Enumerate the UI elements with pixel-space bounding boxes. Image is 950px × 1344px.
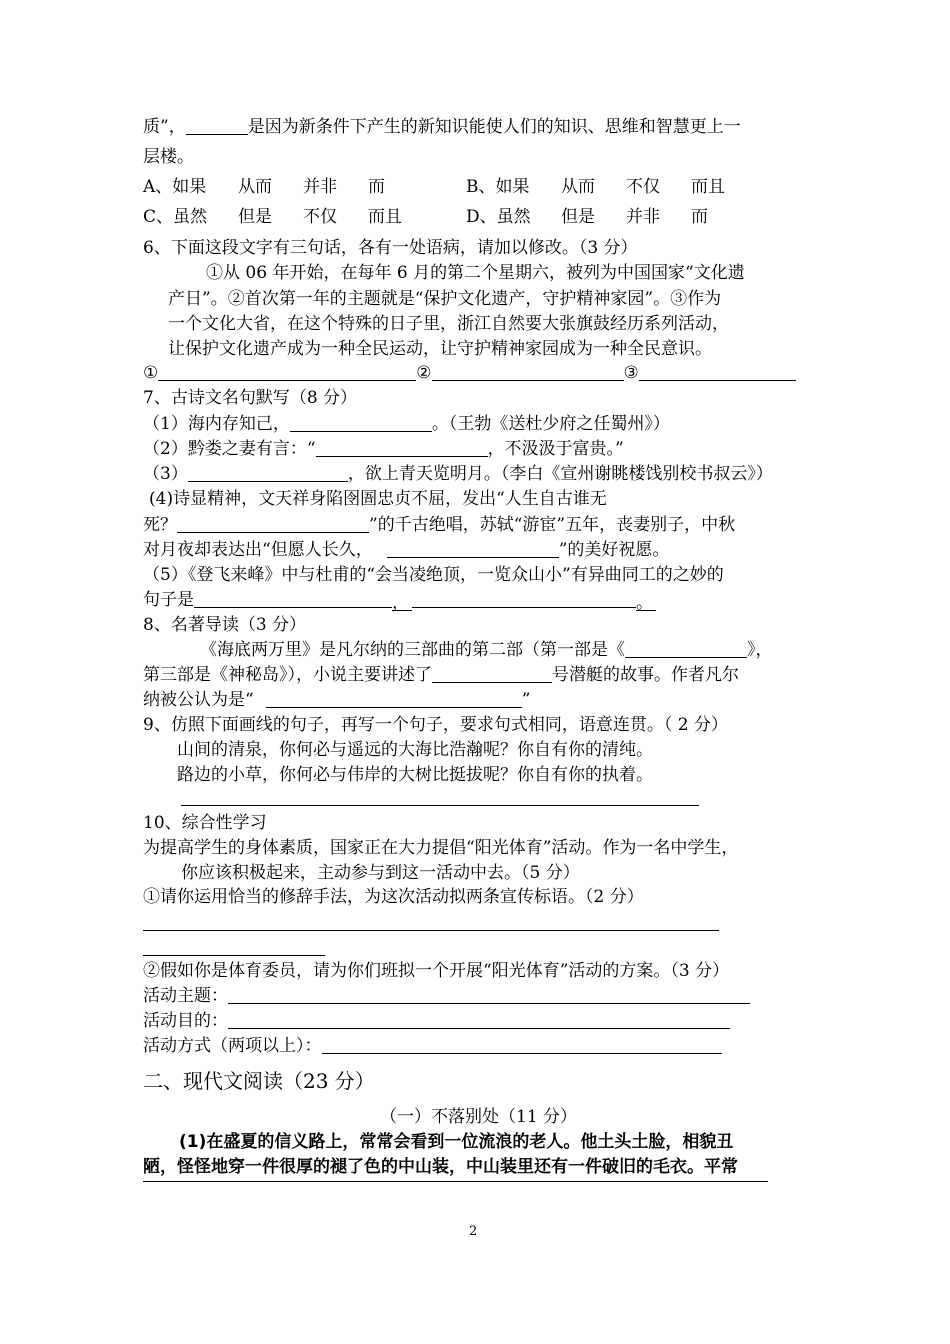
q7-item3 xyxy=(143,463,773,485)
q7-item5-comma: ， xyxy=(392,593,409,613)
q10-field-purpose xyxy=(143,1010,730,1032)
q6-text-line1: ①从 06 年开始，在每年 6 月的第二个星期六，被列为中国国家“文化遗 xyxy=(206,263,745,283)
q9-example2: 路边的小草，你何必与伟岸的大树比挺拔呢？你自有你的执着。 xyxy=(177,765,653,785)
q8-line3 xyxy=(143,689,530,711)
option-d-w3: 并非 xyxy=(626,207,660,227)
q6-text-line2: 产日”。②首次第一年的主题就是“保护文化遗产，守护精神家园”。③作为 xyxy=(168,289,722,309)
q7-item3-post: ，欲上青天览明月。（李白《宣州谢眺楼饯别校书叔云》） xyxy=(347,464,773,484)
q10-task1: ①请你运用恰当的修辞手法，为这次活动拟两条宣传标语。（2 分） xyxy=(143,887,644,907)
q7-item4-pre: 死？ xyxy=(143,515,177,535)
option-a-w2: 从而 xyxy=(238,177,272,197)
q6-mark-1: ① xyxy=(143,363,159,383)
q9-title: 9、仿照下面画线的句子，再写一个句子，要求句式相同，语意连贯。（ 2 分） xyxy=(143,715,728,735)
q6-answer-blank-3[interactable] xyxy=(639,362,796,381)
q8-blank-3[interactable] xyxy=(266,689,522,708)
field-theme-label: 活动主题： xyxy=(143,986,228,1006)
option-c-w2: 但是 xyxy=(238,207,272,227)
option-d-w2: 但是 xyxy=(561,207,595,227)
q7-title: 7、古诗文名句默写（8 分） xyxy=(143,388,358,408)
q7-item5-pre: 句子是 xyxy=(143,590,194,610)
q8-line2 xyxy=(143,664,739,686)
field-method-label: 活动方式（两项以上）： xyxy=(143,1036,322,1056)
q6-text-line4: 让保护文化遗产成为一种全民运动，让守护精神家园成为一种全民意识。 xyxy=(168,339,712,359)
q7-item3-pre: （3） xyxy=(143,464,188,484)
q7-item4: (4)诗显精神，文天祥身陷囹圄忠贞不屈，发出“人生自古谁无 xyxy=(149,489,607,509)
q7-item4-cont2 xyxy=(143,539,669,561)
option-b-w3: 不仅 xyxy=(626,177,660,197)
q7-blank-2[interactable] xyxy=(316,438,488,457)
q6-mark-2: ② xyxy=(416,363,432,383)
q10-slogan-line-2[interactable] xyxy=(143,955,325,956)
q7-item2-post: ，不汲汲于富贵。” xyxy=(487,439,624,459)
q10-intro-line2: 你应该积极起来，主动参与到这一活动中去。（5 分） xyxy=(181,863,580,883)
q7-item5-period: 。 xyxy=(636,593,653,613)
q7-blank-7-end xyxy=(636,592,656,611)
q7-item4-post: ”的千古绝唱，苏轼“游宦”五年，丧妻别子，中秋 xyxy=(369,515,736,535)
q7-item1-post: 。（王勃《送杜少府之任蜀州》） xyxy=(431,414,670,434)
section2-title: 二、现代文阅读（23 分） xyxy=(143,1069,375,1093)
q9-answer-line[interactable] xyxy=(181,805,699,806)
q7-blank-6[interactable] xyxy=(194,589,392,608)
q7-item4-cont xyxy=(143,514,735,536)
q6-title: 6、下面这段文字有三句话，各有一处语病，请加以修改。（3 分） xyxy=(143,238,638,258)
option-c-w4: 而且 xyxy=(368,207,402,227)
q10-field-method xyxy=(143,1035,722,1057)
q6-answer-blank-2[interactable] xyxy=(432,362,624,381)
option-a-w4: 而 xyxy=(368,177,385,197)
theme-input[interactable] xyxy=(228,985,750,1004)
q8-line2-pre: 第三部是《神秘岛》），小说主要讲述了 xyxy=(143,665,432,685)
q8-blank-1[interactable] xyxy=(625,639,747,658)
q7-blank-5[interactable] xyxy=(387,539,559,558)
reading-para1-line2: 陋，怪怪地穿一件很厚的褪了色的中山装，中山装里还有一件破旧的毛衣。平常 xyxy=(143,1157,738,1177)
q7-item2 xyxy=(143,438,624,460)
q7-item1 xyxy=(143,413,670,435)
q10-title: 10、综合性学习 xyxy=(143,813,267,833)
reading-para1-line1: (1)在盛夏的信义路上，常常会看到一位流浪的老人。他土头土脸，相貌丑 xyxy=(179,1132,734,1152)
q5-answer-blank[interactable] xyxy=(186,116,248,135)
q8-line1 xyxy=(200,639,773,661)
option-b-w1: B、如果 xyxy=(466,177,530,197)
option-b-w2: 从而 xyxy=(561,177,595,197)
q7-item1-pre: （1）海内存知己， xyxy=(143,414,290,434)
q6-text-line3: 一个文化大省，在这个特殊的日子里，浙江自然要大张旗鼓经历系列活动， xyxy=(168,314,729,334)
q9-example1: 山间的清泉，你何必与遥远的大海比浩瀚呢？你自有你的清纯。 xyxy=(177,740,653,760)
option-d-w1: D、虽然 xyxy=(466,207,531,227)
q7-item4b-post: ”的美好祝愿。 xyxy=(558,540,670,560)
option-a-w3: 并非 xyxy=(303,177,337,197)
q8-line1-pre: 《海底两万里》是凡尔纳的三部曲的第二部（第一部是《 xyxy=(200,640,625,660)
q7-item5-cont xyxy=(143,589,656,611)
q6-answer-blank-1[interactable] xyxy=(158,362,416,381)
q7-item5: （5）《登飞来峰》中与杜甫的“会当凌绝顶，一览众山小”有异曲同工的之妙的 xyxy=(143,565,724,585)
q5-line2: 层楼。 xyxy=(143,147,194,167)
q10-slogan-line-1[interactable] xyxy=(143,930,719,931)
q5-line1-prefix: 质”， xyxy=(143,117,186,137)
q8-title: 8、名著导读（3 分） xyxy=(143,615,307,635)
q7-blank-7[interactable] xyxy=(412,589,636,608)
field-purpose-label: 活动目的： xyxy=(143,1011,228,1031)
q8-line1-post: 》， xyxy=(747,640,773,660)
q7-blank-4[interactable] xyxy=(177,514,369,533)
q7-blank-6-sep xyxy=(392,592,412,611)
q5-line1-suffix: 是因为新条件下产生的新知识能使人们的知识、思维和智慧更上一 xyxy=(247,117,741,137)
q8-line3-pre: 纳被公认为是“ xyxy=(143,690,254,710)
q10-task2: ②假如你是体育委员，请为你们班拟一个开展“阳光体育”活动的方案。（3 分） xyxy=(143,961,730,981)
q7-blank-1[interactable] xyxy=(290,413,432,432)
reading-underline xyxy=(143,1181,768,1182)
page-number: 2 xyxy=(469,1224,478,1239)
option-d-w4: 而 xyxy=(691,207,708,227)
q8-line3-post: ” xyxy=(521,690,531,710)
purpose-input[interactable] xyxy=(228,1010,730,1029)
q7-item2-pre: （2）黔娄之妻有言：“ xyxy=(143,439,316,459)
option-c-w3: 不仅 xyxy=(303,207,337,227)
q6-mark-3: ③ xyxy=(623,363,639,383)
option-a-w1: A、如果 xyxy=(143,177,207,197)
q10-intro-line1: 为提高学生的身体素质，国家正在大力提倡“阳光体育”活动。作为一名中学生， xyxy=(143,838,739,858)
method-input[interactable] xyxy=(322,1035,722,1054)
section2-subtitle: （一）不落别处（11 分） xyxy=(380,1107,578,1127)
q8-line2-post: 号潜艇的故事。作者凡尔 xyxy=(552,665,739,685)
q5-line1 xyxy=(143,116,741,138)
q7-blank-3[interactable] xyxy=(188,463,348,482)
q8-blank-2[interactable] xyxy=(432,664,552,683)
option-c-w1: C、虽然 xyxy=(143,207,208,227)
q7-item4b-pre: 对月夜却表达出“但愿人长久， xyxy=(143,540,373,560)
q10-field-theme xyxy=(143,985,750,1007)
option-b-w4: 而且 xyxy=(691,177,725,197)
q6-answer-line xyxy=(143,362,796,384)
